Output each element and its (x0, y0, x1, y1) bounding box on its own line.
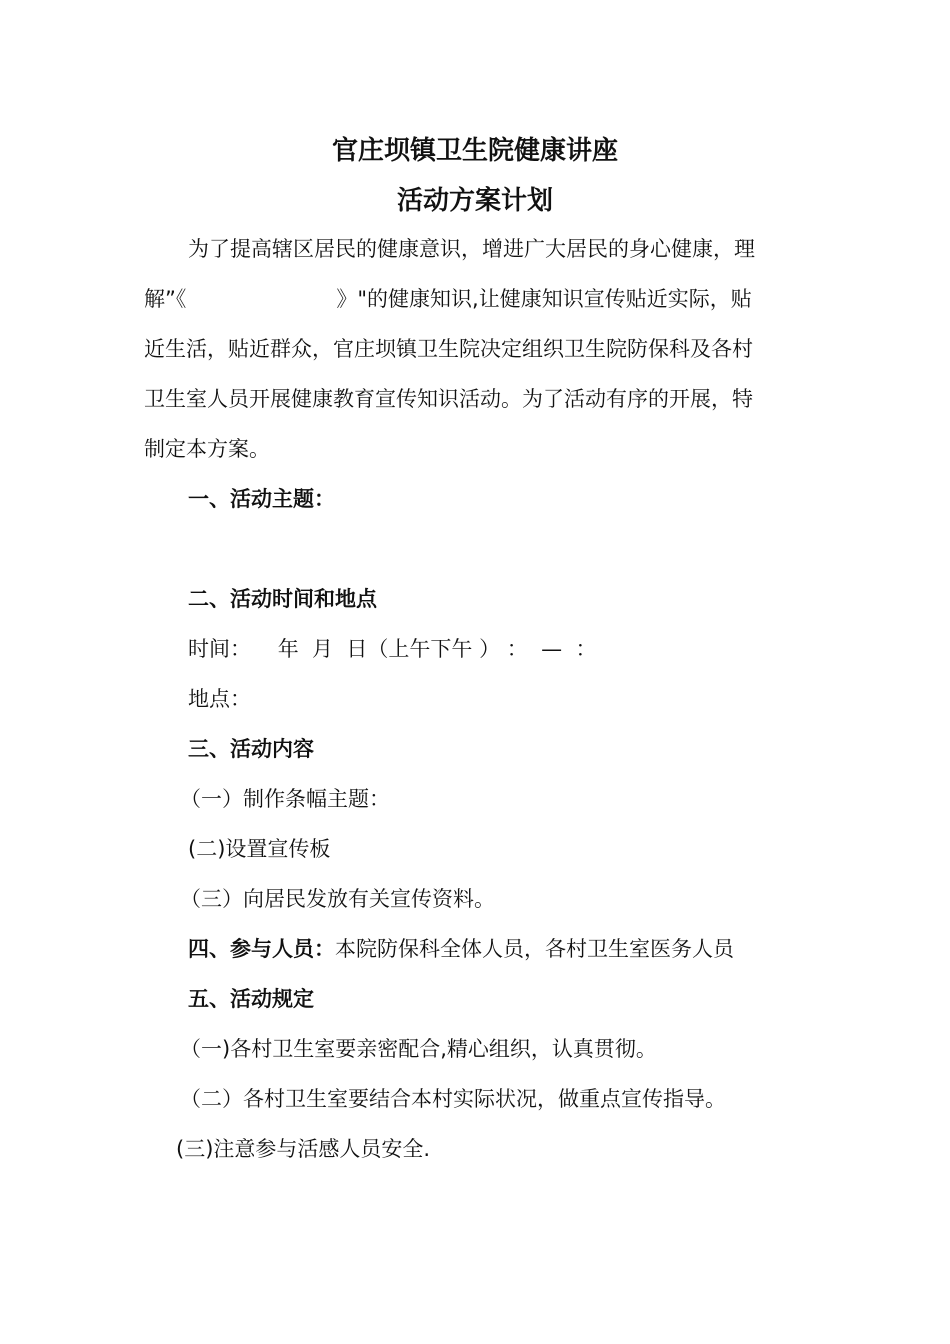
section-4 (188, 934, 734, 964)
intro-line-2 (144, 284, 752, 314)
intro-line-4: 卫生室人员开展健康教育宣传知识活动。为了活动有序的开展，特 (144, 387, 753, 411)
intro-line-2-start: 解”《 (144, 287, 187, 311)
section-3-item-3: （三）向居民发放有关宣传资料。 (180, 887, 495, 911)
section-5-item-1: （一)各村卫生室要亲密配合,精心组织，认真贯彻。 (180, 1037, 657, 1061)
time-field: 时间： 年 月 日（上午下午 ） ： — ： (188, 637, 597, 661)
section-5-heading: 五、活动规定 (188, 987, 314, 1011)
section-1-heading: 一、活动主题： (188, 487, 335, 511)
document-subtitle: 活动方案计划 (396, 186, 553, 216)
section-3-item-2: (二)设置宣传板 (188, 837, 331, 861)
intro-line-5: 制定本方案。 (144, 437, 270, 461)
place-field: 地点： (188, 687, 251, 711)
section-3-item-1: （一）制作条幅主题： (180, 787, 390, 811)
section-4-heading: 四、参与人员： (188, 937, 335, 961)
section-5-item-2: （二）各村卫生室要结合本村实际状况，做重点宣传指导。 (180, 1087, 726, 1111)
intro-line-3: 近生活，贴近群众，官庄坝镇卫生院决定组织卫生院防保科及各村 (144, 337, 753, 361)
intro-line-1: 为了提高辖区居民的健康意识，增进广大居民的身心健康，理 (188, 237, 755, 261)
section-4-content: 本院防保科全体人员，各村卫生室医务人员 (335, 937, 734, 961)
document-title: 官庄坝镇卫生院健康讲座 (331, 136, 618, 166)
section-2-heading: 二、活动时间和地点 (188, 587, 377, 611)
section-3-heading: 三、活动内容 (188, 737, 314, 761)
intro-line-2-end: 》"的健康知识,让健康知识宣传贴近实际，贴 (336, 287, 752, 311)
section-5-item-3: (三)注意参与活感人员安全. (176, 1137, 431, 1161)
